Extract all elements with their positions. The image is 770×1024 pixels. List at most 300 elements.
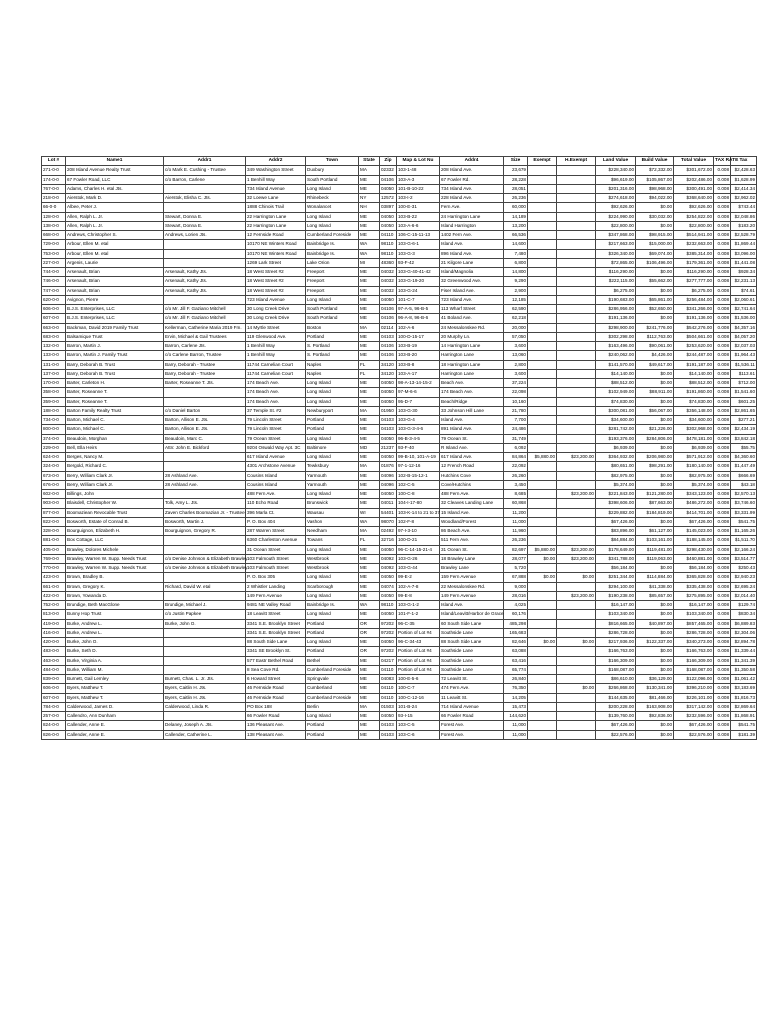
table-cell: $116,290.00 bbox=[674, 268, 714, 277]
table-cell: South Portland bbox=[306, 175, 359, 184]
table-cell: $302,968.00 bbox=[674, 425, 714, 434]
table-cell: 14 Myrtle Street bbox=[246, 323, 306, 332]
table-cell bbox=[164, 240, 246, 249]
table-cell: ME bbox=[359, 314, 380, 323]
table-cell: 96-B-3-4-5 bbox=[397, 434, 440, 443]
table-cell: $80,651.00 bbox=[596, 462, 636, 471]
table-cell: Portland bbox=[306, 647, 359, 656]
table-cell: 416-0-0 bbox=[42, 628, 66, 637]
column-header: Name1 bbox=[66, 157, 164, 166]
table-cell: Bainbridge Is. bbox=[306, 240, 359, 249]
table-cell: $0.00 bbox=[636, 397, 674, 406]
table-cell: 12572 bbox=[380, 194, 397, 203]
table-cell bbox=[528, 231, 557, 240]
column-header: Size bbox=[504, 157, 528, 166]
table-cell: 374-0-0 bbox=[42, 434, 66, 443]
table-cell: c/o Barron, Carlene bbox=[164, 175, 246, 184]
table-cell: Portland bbox=[306, 619, 359, 628]
table-cell: ME bbox=[359, 397, 380, 406]
table-cell: $2,570.13 bbox=[731, 490, 757, 499]
table-cell: Lake Orion bbox=[306, 258, 359, 267]
table-cell: 20 Murphy Ln. bbox=[440, 332, 504, 341]
table-cell: 606-0-0 bbox=[42, 684, 66, 693]
table-cell: P. O. Box 404 bbox=[246, 517, 306, 526]
table-cell: 607-0-0 bbox=[42, 314, 66, 323]
table-cell: $256,484.00 bbox=[674, 295, 714, 304]
table-cell bbox=[528, 212, 557, 221]
table-cell bbox=[528, 425, 557, 434]
table-cell: Bell, Ella Heirs bbox=[66, 443, 164, 452]
table-cell: ME bbox=[359, 656, 380, 665]
table-cell: Duxbury bbox=[306, 166, 359, 175]
table-cell: 22,092 bbox=[504, 462, 528, 471]
table-cell: 174 Beach Ave. bbox=[246, 388, 306, 397]
table-cell: Arsenault, Brian bbox=[66, 277, 164, 286]
table-cell: 784-0-0 bbox=[42, 702, 66, 711]
table-cell: ME bbox=[359, 332, 380, 341]
table-cell: Allen, Ralph L. Jr. bbox=[66, 212, 164, 221]
table-cell: 1269 Lark Street bbox=[246, 258, 306, 267]
table-cell: Island Ave. bbox=[440, 416, 504, 425]
table-cell bbox=[528, 277, 557, 286]
table-cell: Portion of Lot #4 bbox=[397, 665, 440, 674]
table-cell: $0.00 bbox=[636, 471, 674, 480]
table-cell bbox=[557, 416, 596, 425]
table-cell: NH bbox=[359, 203, 380, 212]
table-cell: Portland bbox=[306, 416, 359, 425]
table-cell: 484-0-0 bbox=[42, 665, 66, 674]
table-cell: $0.00 bbox=[636, 221, 674, 230]
table-cell bbox=[557, 527, 596, 536]
table-cell: 97202 bbox=[380, 647, 397, 656]
table-cell: 65,774 bbox=[504, 665, 528, 674]
table-cell: 0.008 bbox=[714, 268, 731, 277]
table-cell: 60 South Side Lane bbox=[440, 619, 504, 628]
table-cell: $1,447.49 bbox=[731, 462, 757, 471]
table-cell: 14,189 bbox=[504, 212, 528, 221]
table-cell: $49,617.00 bbox=[636, 360, 674, 369]
table-cell: 15,473 bbox=[504, 702, 528, 711]
table-cell: 102-A-6 bbox=[397, 323, 440, 332]
table-cell: $1,541.60 bbox=[731, 388, 757, 397]
table-cell bbox=[528, 434, 557, 443]
table-cell: Portland bbox=[306, 730, 359, 739]
table-cell bbox=[557, 295, 596, 304]
table-cell bbox=[557, 360, 596, 369]
table-cell: $191,187.00 bbox=[674, 360, 714, 369]
table-cell: $341,788.00 bbox=[596, 554, 636, 563]
table-cell: 103-B-22 bbox=[397, 212, 440, 221]
table-cell: 0.008 bbox=[714, 240, 731, 249]
table-row bbox=[42, 314, 757, 323]
table-cell: 103-G-3 bbox=[397, 249, 440, 258]
table-cell: 752-0-0 bbox=[42, 601, 66, 610]
table-cell: $166,763.00 bbox=[596, 647, 636, 656]
table-cell bbox=[557, 647, 596, 656]
table-cell: 66 Fowler Road bbox=[246, 712, 306, 721]
table-cell: 04050 bbox=[380, 379, 397, 388]
table-cell: 0.008 bbox=[714, 443, 731, 452]
table-row bbox=[42, 601, 757, 610]
table-cell bbox=[528, 721, 557, 730]
table-cell: Long Island bbox=[306, 221, 359, 230]
table-cell bbox=[557, 351, 596, 360]
table-cell: Callender, Catherine L. bbox=[164, 730, 246, 739]
table-cell: 11,200 bbox=[504, 508, 528, 517]
table-cell bbox=[557, 286, 596, 295]
table-cell bbox=[557, 249, 596, 258]
table-cell: 11744 Carnelian Court bbox=[246, 369, 306, 378]
table-cell: 24,486 bbox=[504, 425, 528, 434]
table-cell bbox=[528, 601, 557, 610]
table-cell: 188-0-0 bbox=[42, 406, 66, 415]
table-cell: Brunswick bbox=[306, 499, 359, 508]
table-cell: Southside Lane bbox=[440, 656, 504, 665]
table-cell: 103-B-8 bbox=[397, 360, 440, 369]
table-cell: $190,683.00 bbox=[596, 295, 636, 304]
table-cell: c/o Mark E. Cushing - Trustee bbox=[164, 166, 246, 175]
table-cell bbox=[528, 582, 557, 591]
table-cell: 0.008 bbox=[714, 212, 731, 221]
table-cell: $102,949.00 bbox=[596, 388, 636, 397]
table-cell bbox=[164, 628, 246, 637]
table-row bbox=[42, 693, 757, 702]
table-cell: 04050 bbox=[380, 712, 397, 721]
table-cell bbox=[557, 332, 596, 341]
table-cell: 132-0-0 bbox=[42, 342, 66, 351]
table-cell: $5,880.00 bbox=[528, 545, 557, 554]
table-cell bbox=[528, 166, 557, 175]
table-cell: FL bbox=[359, 536, 380, 545]
table-cell: 170-0-0 bbox=[42, 379, 66, 388]
table-cell bbox=[164, 536, 246, 545]
table-cell: 101-B-24 bbox=[397, 702, 440, 711]
table-cell: $0.00 bbox=[636, 656, 674, 665]
table-row bbox=[42, 388, 757, 397]
table-cell bbox=[528, 295, 557, 304]
table-cell: 04050 bbox=[380, 453, 397, 462]
table-cell: 0.008 bbox=[714, 388, 731, 397]
table-cell: Brown, Bradley B. bbox=[66, 573, 164, 582]
column-header: Addr2 bbox=[246, 157, 306, 166]
table-cell bbox=[164, 591, 246, 600]
table-cell: $82,975.00 bbox=[596, 471, 636, 480]
table-cell: 271-0-0 bbox=[42, 166, 66, 175]
table-cell: 602-0-0 bbox=[42, 490, 66, 499]
table-cell: Wausau bbox=[306, 508, 359, 517]
table-cell: Westbrook bbox=[306, 564, 359, 573]
table-cell: 511 Fern Ave. bbox=[440, 536, 504, 545]
table-cell: $98,291.00 bbox=[636, 462, 674, 471]
table-cell: ME bbox=[359, 305, 380, 314]
table-cell bbox=[164, 453, 246, 462]
table-cell: $0.00 bbox=[636, 517, 674, 526]
table-cell: $2,528.79 bbox=[731, 231, 757, 240]
table-cell: $2,304.06 bbox=[731, 628, 757, 637]
table-cell: 0.008 bbox=[714, 194, 731, 203]
table-cell: 723 Island Avenue bbox=[246, 295, 306, 304]
table-cell: $193,376.00 bbox=[596, 434, 636, 443]
table-cell bbox=[528, 323, 557, 332]
table-row bbox=[42, 508, 757, 517]
table-cell: 0.008 bbox=[714, 517, 731, 526]
table-cell: Arbour, Ellen M. etal bbox=[66, 249, 164, 258]
table-cell: 46 Fernside Road bbox=[246, 684, 306, 693]
table-cell: $0.00 bbox=[636, 286, 674, 295]
table-cell: PO Box 188 bbox=[246, 702, 306, 711]
table-cell: ME bbox=[359, 582, 380, 591]
table-cell: $514,941.00 bbox=[674, 231, 714, 240]
table-cell bbox=[557, 166, 596, 175]
table-cell: $0.00 bbox=[636, 601, 674, 610]
table-cell: $23,200.00 bbox=[557, 453, 596, 462]
table-cell: Calderwood, Linda R. bbox=[164, 702, 246, 711]
table-cell: ME bbox=[359, 730, 380, 739]
table-cell: 174 Beach Ave. bbox=[440, 388, 504, 397]
table-cell: c/o Mr. Jill F. Gaziano Mitchell bbox=[164, 314, 246, 323]
table-cell: Portland bbox=[306, 721, 359, 730]
table-row bbox=[42, 471, 757, 480]
table-cell bbox=[557, 203, 596, 212]
table-cell: 0.008 bbox=[714, 397, 731, 406]
table-cell: Long Island bbox=[306, 490, 359, 499]
table-cell: 04092 bbox=[380, 564, 397, 573]
table-cell: $298,900.00 bbox=[596, 323, 636, 332]
table-cell: Bainbridge Is. bbox=[306, 601, 359, 610]
table-cell: 769-0-0 bbox=[42, 554, 66, 563]
table-cell: 79 Lincoln Street bbox=[246, 416, 306, 425]
table-cell bbox=[557, 184, 596, 193]
column-header: Zip bbox=[380, 157, 397, 166]
table-cell: $23,200.00 bbox=[557, 545, 596, 554]
table-cell: 48360 bbox=[380, 258, 397, 267]
table-cell: $1,816.73 bbox=[731, 693, 757, 702]
table-cell: 0.008 bbox=[714, 351, 731, 360]
table-cell: 0.008 bbox=[714, 601, 731, 610]
table-cell: 420-0-0 bbox=[42, 638, 66, 647]
table-cell: 0.008 bbox=[714, 258, 731, 267]
table-cell: Cove/Hutchins bbox=[440, 480, 504, 489]
table-cell: $23,200.00 bbox=[557, 591, 596, 600]
table-cell: $226,101.00 bbox=[674, 693, 714, 702]
table-cell bbox=[557, 314, 596, 323]
table-cell: Brundige, Beth MacGlone bbox=[66, 601, 164, 610]
table-cell: OR bbox=[359, 619, 380, 628]
table-cell: $15,000.00 bbox=[636, 240, 674, 249]
table-cell: ME bbox=[359, 434, 380, 443]
table-cell: 04032 bbox=[380, 268, 397, 277]
table-cell: 97-M-6-6 bbox=[397, 388, 440, 397]
table-cell: $92,836.00 bbox=[636, 712, 674, 721]
table-cell: Kellerman, Catherine Maria 2019 Fm. bbox=[164, 323, 246, 332]
table-cell: 28,228 bbox=[504, 175, 528, 184]
table-cell: $191,860.00 bbox=[674, 388, 714, 397]
table-cell: 04050 bbox=[380, 221, 397, 230]
table-cell: $542,276.00 bbox=[674, 323, 714, 332]
table-cell: $286,728.00 bbox=[596, 628, 636, 637]
table-cell: 734 Island Avenue bbox=[246, 184, 306, 193]
table-cell: 04103 bbox=[380, 721, 397, 730]
table-row bbox=[42, 545, 757, 554]
table-cell: 0.008 bbox=[714, 610, 731, 619]
table-cell: $222,115.00 bbox=[596, 277, 636, 286]
table-cell: Island Harrington bbox=[440, 221, 504, 230]
column-header: Exempt bbox=[528, 157, 557, 166]
table-cell: FL bbox=[359, 360, 380, 369]
table-cell: Long Island bbox=[306, 453, 359, 462]
table-cell: Andrews, Lorien Jts. bbox=[164, 231, 246, 240]
table-cell bbox=[164, 656, 246, 665]
table-cell: 103-B-20 bbox=[397, 351, 440, 360]
table-cell: 0.008 bbox=[714, 453, 731, 462]
table-cell: 60,868 bbox=[504, 499, 528, 508]
table-cell: Arsenault, Kathy Jts. bbox=[164, 277, 246, 286]
table-cell: Burke, Andrew L. bbox=[66, 619, 164, 628]
table-cell: c/o Daniel Barton bbox=[164, 406, 246, 415]
table-cell: $1,441.08 bbox=[731, 258, 757, 267]
table-cell: $0.00 bbox=[528, 573, 557, 582]
table-cell: $74.61 bbox=[731, 286, 757, 295]
table-cell: 136 Pleasant Ave. bbox=[246, 721, 306, 730]
table-cell: 12,185 bbox=[504, 295, 528, 304]
table-cell: Rhinebeck bbox=[306, 194, 359, 203]
table-cell: $16,147.00 bbox=[674, 601, 714, 610]
table-cell: ME bbox=[359, 610, 380, 619]
table-cell: Long Island bbox=[306, 545, 359, 554]
table-cell: Southside Lane bbox=[440, 628, 504, 637]
table-cell: 04050 bbox=[380, 545, 397, 554]
table-cell: 98110 bbox=[380, 249, 397, 258]
table-cell: 0.008 bbox=[714, 554, 731, 563]
table-cell: Yarmouth bbox=[306, 471, 359, 480]
table-cell: Byers, Caitlin H. Jts. bbox=[164, 693, 246, 702]
table-cell: 668-0-0 bbox=[42, 231, 66, 240]
table-cell: 04050 bbox=[380, 397, 397, 406]
table-cell: 800-0-0 bbox=[42, 425, 66, 434]
table-cell: Long Island bbox=[306, 434, 359, 443]
table-cell: ME bbox=[359, 490, 380, 499]
table-cell: 0.008 bbox=[714, 508, 731, 517]
table-cell: Island Ave. bbox=[440, 240, 504, 249]
table-cell: Arsenault, Brian bbox=[66, 286, 164, 295]
table-cell: 165,683 bbox=[504, 628, 528, 637]
table-cell bbox=[164, 545, 246, 554]
table-cell: 0.008 bbox=[714, 628, 731, 637]
table-cell bbox=[528, 610, 557, 619]
table-cell: WA bbox=[359, 240, 380, 249]
table-cell: $166,309.00 bbox=[596, 656, 636, 665]
table-cell: 208 Island Ave. bbox=[440, 166, 504, 175]
table-cell: $86,610.00 bbox=[596, 675, 636, 684]
table-cell: 419-0-0 bbox=[42, 619, 66, 628]
table-cell: Long Island bbox=[306, 712, 359, 721]
table-cell: $414,701.00 bbox=[674, 508, 714, 517]
table-cell: 11,000 bbox=[504, 721, 528, 730]
table-cell: 396 Marla Ct. bbox=[246, 508, 306, 517]
table-cell: 28,077 bbox=[504, 554, 528, 563]
table-cell: $830.34 bbox=[731, 610, 757, 619]
table-cell: Fern Ave. bbox=[440, 203, 504, 212]
table-cell: $301,672.00 bbox=[674, 166, 714, 175]
column-header: Build Value bbox=[636, 157, 674, 166]
table-cell: 57,050 bbox=[504, 332, 528, 341]
table-cell: 67 Fowler Rd. bbox=[440, 175, 504, 184]
table-cell: 0.008 bbox=[714, 175, 731, 184]
table-cell: 101-F-1-2 bbox=[397, 610, 440, 619]
table-cell: $206,980.00 bbox=[636, 453, 674, 462]
table-cell bbox=[557, 721, 596, 730]
table-cell: Long Island bbox=[306, 388, 359, 397]
table-cell: $72,865.00 bbox=[596, 258, 636, 267]
table-cell bbox=[528, 416, 557, 425]
table-cell: Portion of Lot #4 bbox=[397, 656, 440, 665]
table-cell: $0.00 bbox=[557, 638, 596, 647]
table-cell: 04050 bbox=[380, 591, 397, 600]
table-cell: $228,340.00 bbox=[596, 166, 636, 175]
table-cell: 577 Eastr Bethel Road bbox=[246, 656, 306, 665]
table-cell: 97-1-12-16 bbox=[397, 462, 440, 471]
table-cell: ME bbox=[359, 221, 380, 230]
table-cell: 14 Harrington Lane bbox=[440, 342, 504, 351]
table-row bbox=[42, 675, 757, 684]
table-cell: Barry, Deborah B. Trust bbox=[66, 360, 164, 369]
table-cell: 04103 bbox=[380, 425, 397, 434]
table-cell: $0.00 bbox=[636, 314, 674, 323]
table-cell: Woodland/Forest bbox=[440, 517, 504, 526]
table-cell: $317,142.00 bbox=[674, 702, 714, 711]
table-cell: 04032 bbox=[380, 277, 397, 286]
table-cell: 100-D-15-17 bbox=[397, 332, 440, 341]
table-cell: 822-0-0 bbox=[42, 517, 66, 526]
table-cell: Barton, Allison E. Jts. bbox=[164, 416, 246, 425]
table-cell: 04106 bbox=[380, 342, 397, 351]
table-row bbox=[42, 295, 757, 304]
table-cell: Freeport bbox=[306, 277, 359, 286]
table-cell: Southside Lane bbox=[440, 647, 504, 656]
table-cell: 128-0-0 bbox=[42, 212, 66, 221]
table-row bbox=[42, 527, 757, 536]
table-cell: $504,661.00 bbox=[674, 332, 714, 341]
table-cell: ME bbox=[359, 665, 380, 674]
table-cell bbox=[528, 360, 557, 369]
table-cell: 103-G-44 bbox=[397, 564, 440, 573]
table-cell: 3341 S.E. Brooklyn Street bbox=[246, 619, 306, 628]
table-cell: 22 Harrington Lane bbox=[246, 221, 306, 230]
table-row bbox=[42, 573, 757, 582]
table-row bbox=[42, 342, 757, 351]
table-cell: 28,051 bbox=[504, 184, 528, 193]
table-cell: $460,881.00 bbox=[674, 554, 714, 563]
table-cell: $0.00 bbox=[528, 638, 557, 647]
table-cell: Burke, John O. bbox=[66, 638, 164, 647]
table-cell: 0.008 bbox=[714, 314, 731, 323]
table-cell: Burnett, Chas. L. Jr. Jts. bbox=[164, 675, 246, 684]
table-cell: 23,679 bbox=[504, 166, 528, 175]
table-cell: 753-0-0 bbox=[42, 249, 66, 258]
table-cell: $3,842.18 bbox=[731, 434, 757, 443]
table-row bbox=[42, 647, 757, 656]
table-cell: $61,127.00 bbox=[636, 527, 674, 536]
table-cell: Burke, John O. bbox=[164, 619, 246, 628]
table-cell: 100-E-5-6 bbox=[397, 675, 440, 684]
table-cell bbox=[557, 712, 596, 721]
table-cell: $168,087.00 bbox=[596, 665, 636, 674]
table-cell: 04050 bbox=[380, 212, 397, 221]
table-cell bbox=[557, 425, 596, 434]
table-cell: Harrington Lane bbox=[440, 369, 504, 378]
table-cell: ME bbox=[359, 231, 380, 240]
table-row bbox=[42, 369, 757, 378]
